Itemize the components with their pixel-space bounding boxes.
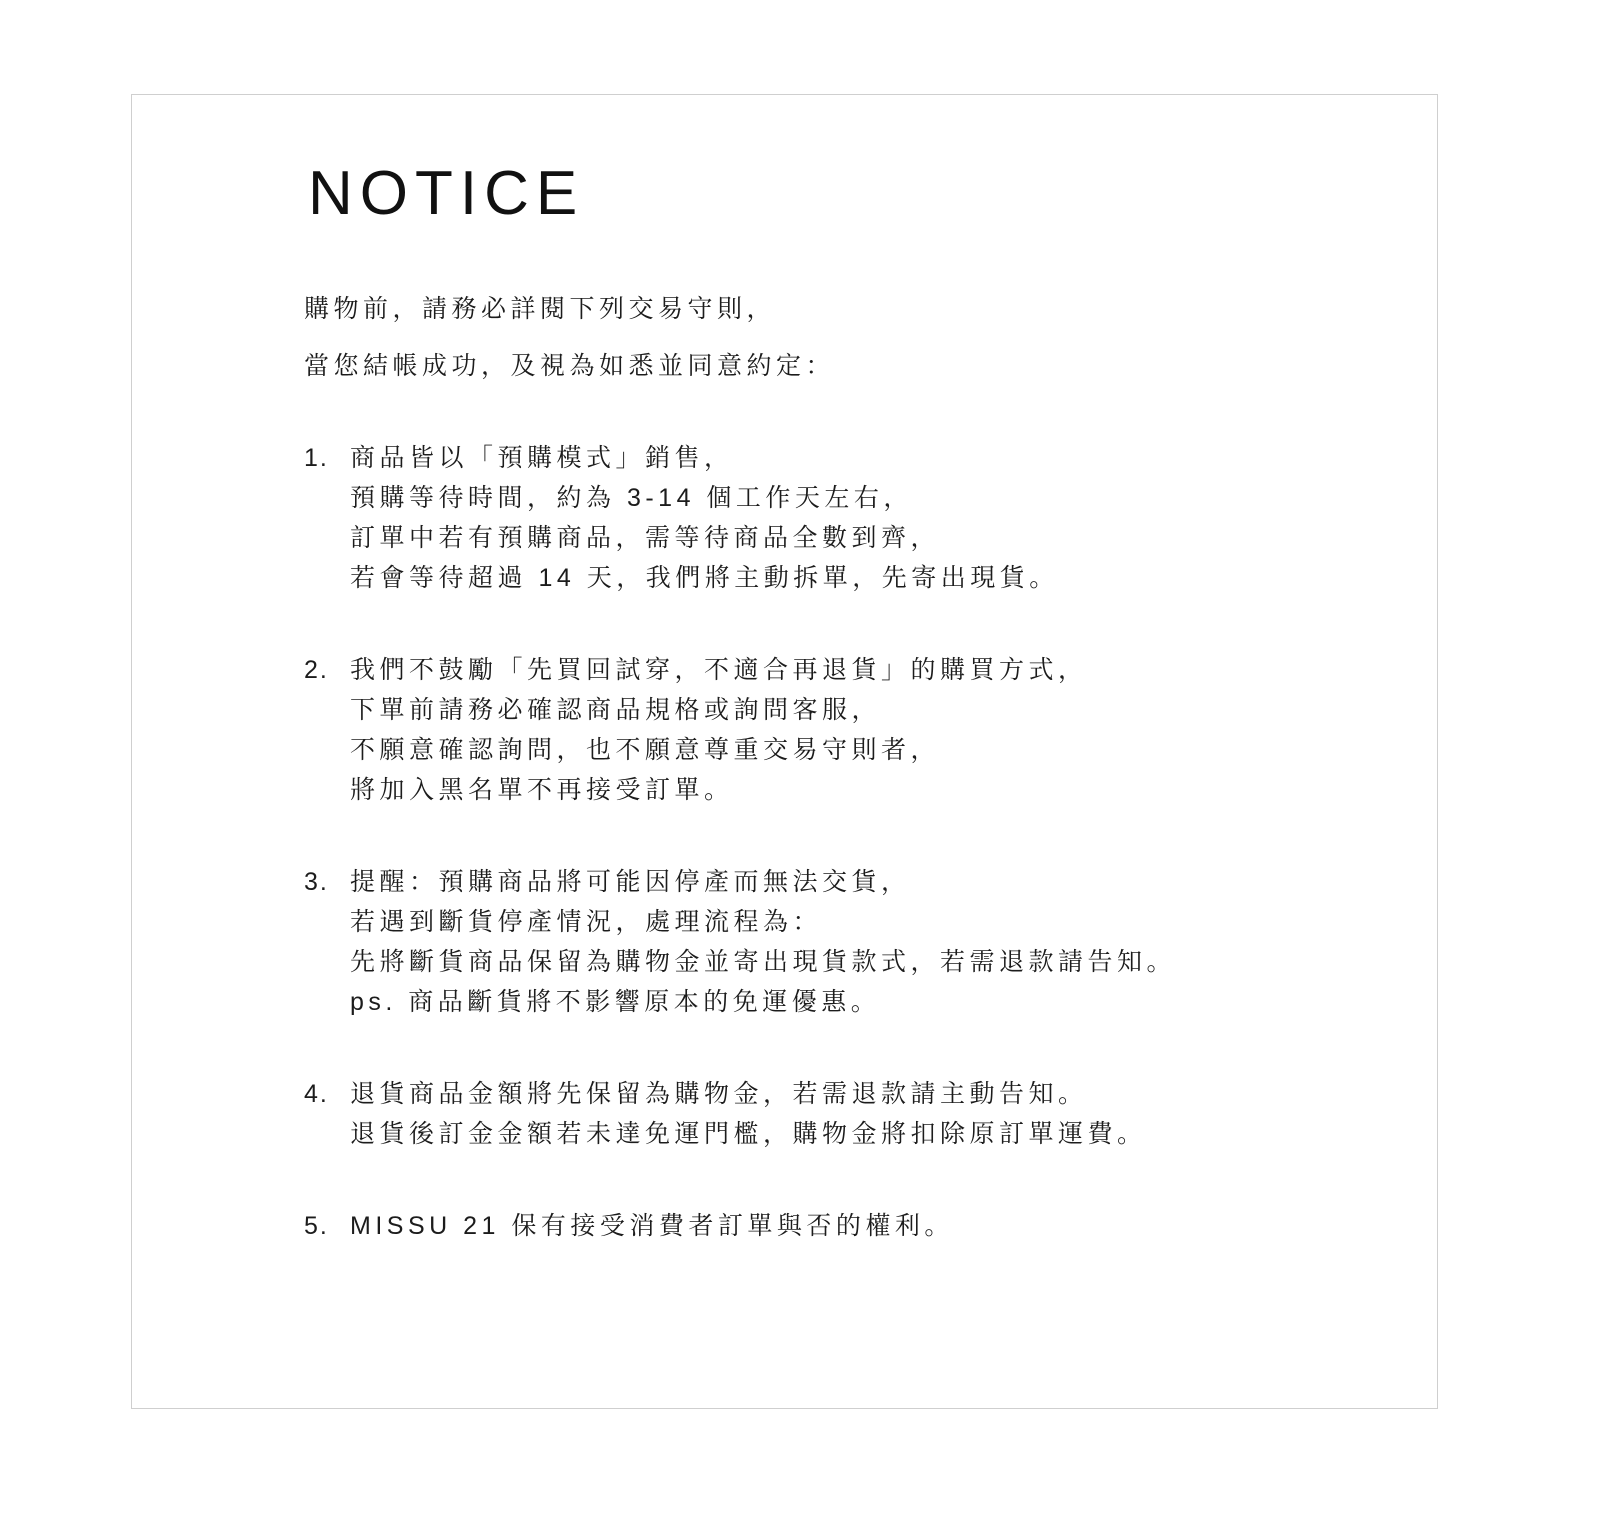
list-item-number: 4. xyxy=(304,1079,329,1108)
list-item-line: 將加入黑名單不再接受訂單。 xyxy=(350,775,734,804)
list-item xyxy=(304,862,1397,1022)
list-item-line: 預購等待時間，約為 3-14 個工作天左右， xyxy=(350,483,913,512)
list-item-line: ps. 商品斷貨將不影響原本的免運優惠。 xyxy=(350,987,881,1016)
intro-line-1: 購物前，請務必詳閱下列交易守則， xyxy=(304,295,777,324)
notice-content xyxy=(304,150,1397,1246)
list-item xyxy=(304,438,1397,598)
list-item-first-line xyxy=(304,650,1397,690)
list-item xyxy=(304,1074,1397,1154)
list-item-first-line xyxy=(304,1206,1397,1246)
intro-paragraphs xyxy=(304,290,1397,386)
list-item-line: 不願意確認詢問，也不願意尊重交易守則者， xyxy=(350,735,941,764)
list-item-line: 商品皆以「預購模式」銷售， xyxy=(350,443,734,472)
list-item-line: 先將斷貨商品保留為購物金並寄出現貨款式，若需退款請告知。 xyxy=(350,947,1177,976)
list-item-first-line xyxy=(304,1074,1397,1114)
list-item-line: 若會等待超過 14 天，我們將主動拆單，先寄出現貨。 xyxy=(350,563,1059,592)
list-item-line: 若遇到斷貨停產情況，處理流程為： xyxy=(350,907,823,936)
list-item-first-line xyxy=(304,862,1397,902)
list-item-line: 我們不鼓勵「先買回試穿，不適合再退貨」的購買方式， xyxy=(350,655,1088,684)
list-item-line: 退貨後訂金金額若未達免運門檻，購物金將扣除原訂單運費。 xyxy=(350,1119,1147,1148)
list-item-number: 3. xyxy=(304,867,329,896)
list-item-line: 提醒：預購商品將可能因停產而無法交貨， xyxy=(350,867,911,896)
terms-list xyxy=(304,438,1397,1246)
list-item-line: 訂單中若有預購商品，需等待商品全數到齊， xyxy=(350,523,941,552)
list-item-line: 退貨商品金額將先保留為購物金，若需退款請主動告知。 xyxy=(350,1079,1088,1108)
list-item-number: 5. xyxy=(304,1211,329,1240)
intro-line-2: 當您結帳成功，及視為如悉並同意約定： xyxy=(304,351,836,380)
list-item-first-line xyxy=(304,438,1397,478)
list-item xyxy=(304,650,1397,810)
list-item-line: 下單前請務必確認商品規格或詢問客服， xyxy=(350,695,882,724)
list-item xyxy=(304,1206,1397,1246)
list-item-number: 2. xyxy=(304,655,329,684)
list-item-line: MISSU 21 保有接受消費者訂單與否的權利。 xyxy=(350,1211,954,1240)
page-title: NOTICE xyxy=(308,159,585,228)
list-item-number: 1. xyxy=(304,443,329,472)
notice-card xyxy=(131,94,1438,1409)
